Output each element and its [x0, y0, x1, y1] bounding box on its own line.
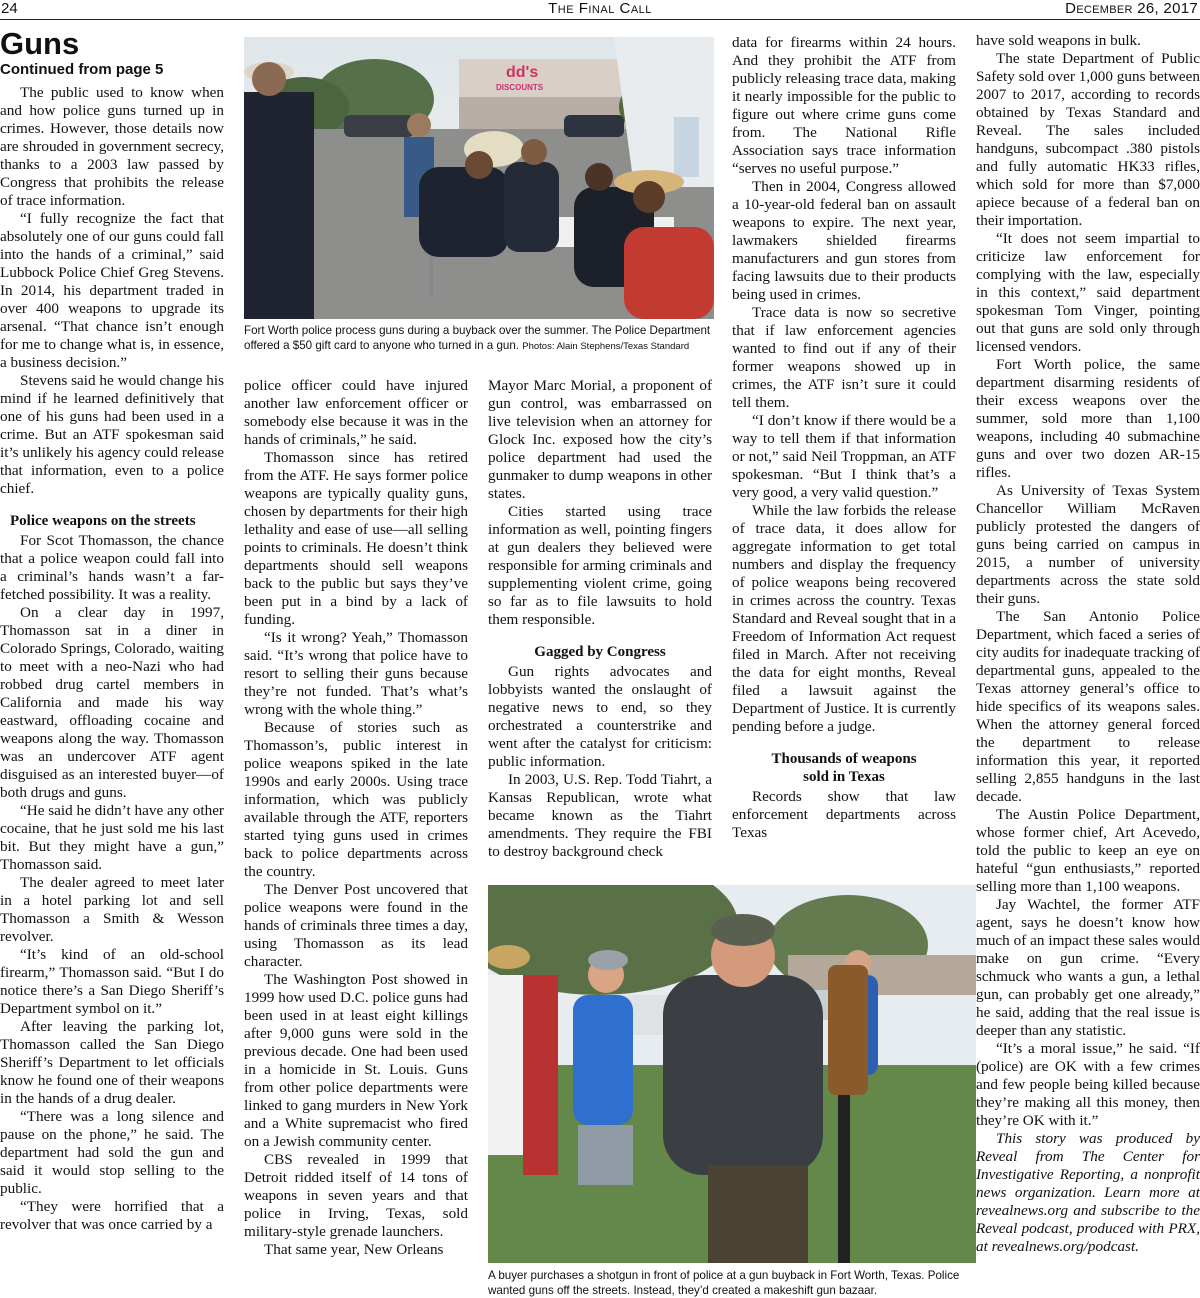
photo1-caption: [244, 323, 716, 354]
paragraph: “I fully recognize the fact that absolutely one of our guns could fall into the hands of a criminal,” said Lubbock Police Chief Greg Stevens. In 2014, his department traded in over 400 weapons to upgrade its arsenal. “That chance isn’t enough for me to change what is, in essence, a business decision.”: [0, 210, 224, 371]
paragraph: police officer could have injured another law enforcement officer or somebody else because it was in the hands of criminals,” he said.: [244, 377, 468, 448]
photo-shotgun-buyer: [488, 885, 976, 1263]
photo-shotgun-buyer-image: [488, 885, 976, 1263]
paragraph: “It’s kind of an old-school firearm,” Thomasson said. “But I do notice there’s a San Diego Sheriff’s Department symbol on it.”: [0, 946, 224, 1017]
paragraph: Because of stories such as Thomasson’s, public interest in police weapons spiked in the late 1990s and early 2000s. Using trace information, which was publicly available through the ATF, reporters started tying guns used in crimes back to police departments across the country.: [244, 719, 468, 880]
paragraph: Mayor Marc Morial, a proponent of gun control, was embarrassed on live television when an attorney for Glock Inc. exposed how the city’s police department had used the gunmaker to dump weapons in other states.: [488, 377, 712, 502]
paragraph: Thomasson since has retired from the ATF. He says former police weapons are typically quality guns, chosen by departments for their high lethality and ease of use—all selling points to criminals. He doesn’t think departments should sell weapons back to the public but says they’ve been put in a bind by a lack of funding.: [244, 449, 468, 628]
paragraph: Gun rights advocates and lobbyists wanted the onslaught of negative news to end, so they orchestrated a counterstrike and went after the catalyst for criticism: public information.: [488, 663, 712, 770]
store-sign-sub: DISCOUNTS: [496, 83, 544, 92]
photo-police-buyback-image: [244, 37, 714, 319]
paragraph: The public used to know when and how police guns turned up in crimes. However, those details now are shrouded in government secrecy, thanks to a 2003 law passed by Congress that prohibits the release of trace information.: [0, 84, 224, 209]
photo2-caption-text: A buyer purchases a shotgun in front of police at a gun buyback in Fort Worth, Texas. Police wanted guns off the streets. Instead, they’d created a makeshift gun bazaar.: [488, 1269, 960, 1297]
issue-date: December 26, 2017: [1065, 0, 1198, 17]
paragraph: CBS revealed in 1999 that Detroit ridded itself of 14 tons of weapons in seven years and that police in Irving, Texas, sold military-style grenade launchers.: [244, 1151, 468, 1240]
paragraph: Trace data is now so secretive that if law enforcement agencies wanted to find out if any of their former weapons showed up in crimes, the ATF isn’t sure it could tell them.: [732, 304, 956, 411]
photo-credit: Photos: Alain Stephens/Texas Standard: [522, 341, 690, 352]
store-sign: dd's: [506, 64, 539, 81]
photo-police-buyback-table: [244, 37, 714, 319]
paragraph: While the law forbids the release of trace data, it does allow for aggregate information to get total numbers and display the frequency of police weapons being recovered in crimes across the country. Texas Standard and Reveal sought that in a Freedom of Information Act request filed in March. After not receiving the data for eight months, Reveal filed a lawsuit against the Department of Justice. It is currently pending before a judge.: [732, 502, 956, 735]
subhead-police-weapons: Police weapons on the streets: [10, 513, 196, 529]
paragraph: “They were horrified that a revolver that was once carried by a: [0, 1198, 224, 1233]
paragraph: “Is it wrong? Yeah,” Thomasson said. “It’s wrong that police have to resort to selling their guns because they’re not funded. That’s what’s wrong with the whole thing.”: [244, 629, 468, 718]
paragraph: The Austin Police Department, whose former chief, Art Acevedo, told the public to keep an eye on hateful “gun enthusiasts,” reported selling more than 1,100 weapons.: [976, 806, 1200, 895]
column-3: [488, 377, 712, 861]
publication-name: The Final Call: [548, 0, 652, 17]
paragraph: Jay Wachtel, the former ATF agent, says he doesn’t know how much of an impact these sales would make on gun crime. “Every schmuck who wants a gun, a lethal gun, can probably get one already,” he said, adding that the real issue is deeper than any statistic.: [976, 896, 1200, 1039]
paragraph: “It does not seem impartial to criticize law enforcement for complying with the law, especially in this context,” said department spokesman Tom Vinger, pointing out that guns are sold only through licensed vendors.: [976, 230, 1200, 355]
photo2-caption: [488, 1268, 966, 1298]
subhead-thousands-of-weapons: Thousands of weapons sold in Texas: [771, 751, 917, 785]
paragraph: The state Department of Public Safety sold over 1,000 guns between 2007 to 2017, according to records obtained by Texas Standard and Reveal. The sales included handguns, subcompact .380 pistols and fully automatic HK33 rifles, which sold for more than $7,000 apiece because of a federal ban on their importation.: [976, 50, 1200, 229]
continued-line: Continued from page 5: [0, 61, 164, 78]
photo1-caption-text: Fort Worth police process guns during a buyback over the summer. The Police Department offered a $50 gift card to anyone who turned in a gun.: [244, 324, 711, 352]
paragraph: Cities started using trace information as well, pointing fingers at gun dealers they believed were responsible for arming criminals and supplementing violent crime, going so far as to file lawsuits to hold them responsible.: [488, 503, 712, 628]
paragraph: “I don’t know if there would be a way to tell them if that information or not,” said Neil Troppman, an ATF spokesman. “But I think that’s a very good, a very valid question.”: [732, 412, 956, 501]
paragraph: data for firearms within 24 hours. And they prohibit the ATF from publicly releasing trace data, making it nearly impossible for the public to figure out where crime guns come from. The National Rifle Association says trace information “serves no useful purpose.”: [732, 34, 956, 177]
paragraph: Records show that law enforcement departments across Texas: [732, 788, 956, 841]
story-credit-note: This story was produced by Reveal from The Center for Investigative Reporting, a nonprofit news organization. Learn more at revealnews.org and subscribe to the Reveal podcast, produced with PRX, at revealnews.org/podcast.: [976, 1130, 1200, 1255]
paragraph: Stevens said he would change his mind if he learned definitively that one of his guns had been used in a crime. But an ATF spokesman said it’s unlikely his agency could release that information, even to a police chief.: [0, 372, 224, 497]
paragraph: “He said he didn’t have any other cocaine, that he just sold me his last bit. But they might have a gun,” Thomasson said.: [0, 802, 224, 873]
paragraph: The Washington Post showed in 1999 how used D.C. police guns had been used in at least eight killings after 9,000 guns were sold in the previous decade. One had been used in a homicide in St. Louis. Guns from other police departments were linked to gang murders in New York and a White supremacist who fired on a Jewish community center.: [244, 971, 468, 1150]
page-number: 24: [1, 0, 18, 17]
paragraph: The San Antonio Police Department, which faced a series of city audits for inadequate tracking of departmental guns, appealed to the Texas attorney general’s office to hide specifics of its weapons sales. When the attorney general forced the department to release information this year, it reported selling 2,855 handguns in the last decade.: [976, 608, 1200, 805]
paragraph: have sold weapons in bulk.: [976, 32, 1141, 49]
paragraph: Fort Worth police, the same department disarming residents of their excess weapons over the summer, sold more than 1,100 weapons, including 40 submachine guns and over two dozen AR-15 rifles.: [976, 356, 1200, 481]
column-5: [976, 32, 1200, 1256]
page-header: [0, 0, 1200, 20]
paragraph: After leaving the parking lot, Thomasson called the San Diego Sheriff’s Department to let officials know he found one of their weapons in the hands of a drug dealer.: [0, 1018, 224, 1107]
subhead-gagged-by-congress: Gagged by Congress: [534, 644, 666, 660]
headline: Guns: [0, 26, 80, 61]
paragraph: The Denver Post uncovered that police weapons were found in the hands of criminals three times a day, using Thomasson as its lead character.: [244, 881, 468, 970]
paragraph: On a clear day in 1997, Thomasson sat in a diner in Colorado Springs, Colorado, waiting to meet with a neo-Nazi who had robbed drug cartel members in California and made his way eastward, offloading cocaine and weapons along the way. Thomasson was an undercover ATF agent disguised as an interested buyer—of both drugs and guns.: [0, 604, 225, 801]
paragraph: As University of Texas System Chancellor William McRaven publicly protested the dangers of guns being carried on campus in 2015, a number of university departments across the state sold their guns.: [976, 482, 1200, 607]
paragraph: “There was a long silence and pause on the phone,” he said. The department had sold the gun and said it would stop selling to the public.: [0, 1108, 224, 1197]
column-1: [0, 26, 224, 1234]
paragraph: Then in 2004, Congress allowed a 10-year-old federal ban on assault weapons to expire. The next year, lawmakers shielded firearms manufacturers and gun stores from facing lawsuits due to their products being used in crimes.: [732, 178, 956, 303]
column-2: [244, 377, 468, 1259]
paragraph: “It’s a moral issue,” he said. “If (police) are OK with a few crimes and few people being killed because they’re making all this money, then they’re OK with it.”: [976, 1040, 1200, 1129]
paragraph: The dealer agreed to meet later in a hotel parking lot and sell Thomasson a Smith & Wesson revolver.: [0, 874, 224, 945]
paragraph: For Scot Thomasson, the chance that a police weapon could fall into a criminal’s hands wasn’t a far-fetched possibility. It was a reality.: [0, 532, 224, 603]
paragraph: In 2003, U.S. Rep. Todd Tiahrt, a Kansas Republican, wrote what became known as the Tiahrt amendments. They require the FBI to destroy background check: [488, 771, 712, 860]
column-4: [732, 34, 956, 842]
paragraph: That same year, New Orleans: [264, 1241, 444, 1258]
